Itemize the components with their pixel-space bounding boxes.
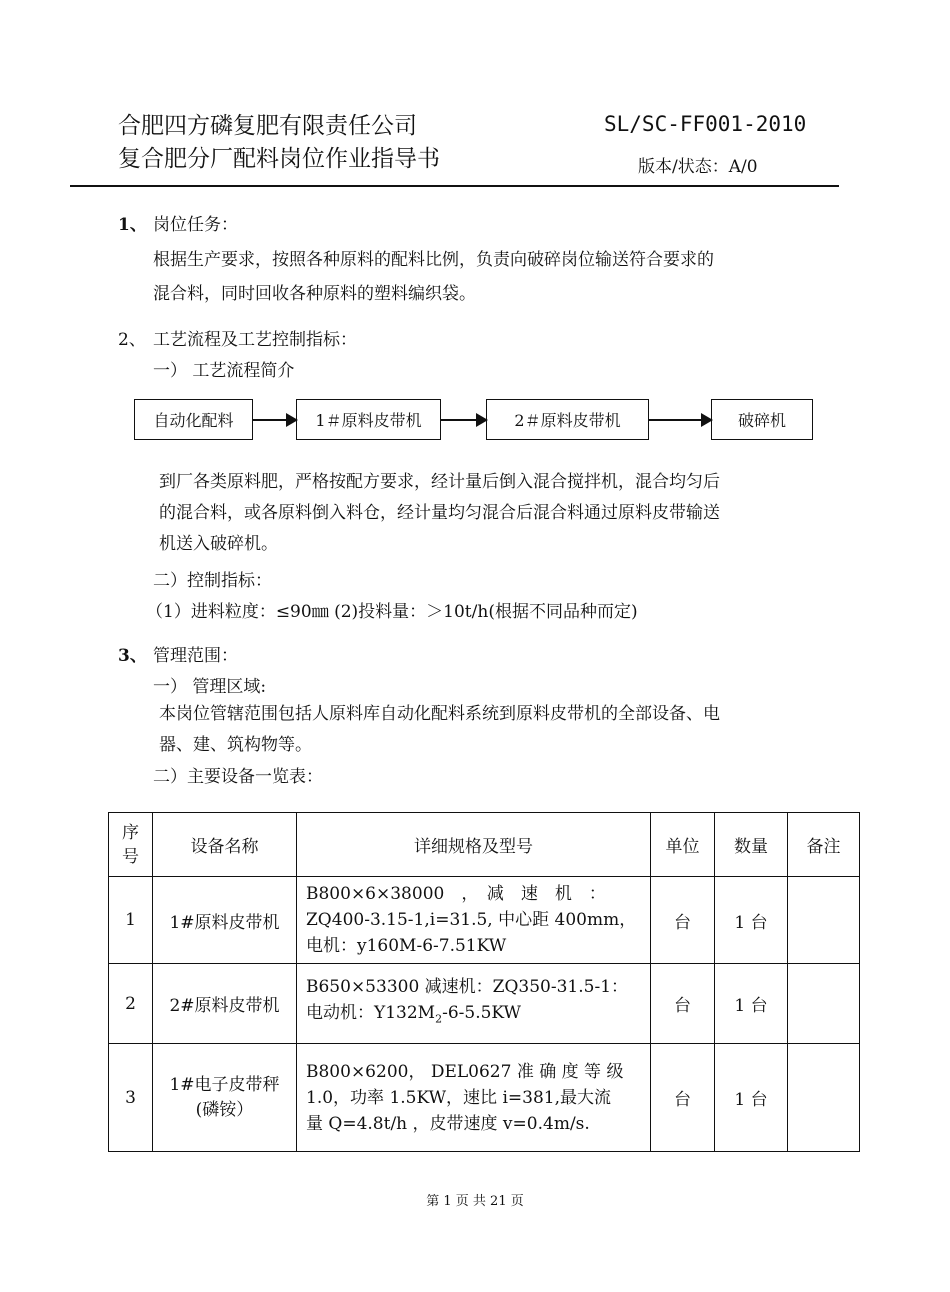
- table-row: [109, 1044, 860, 1152]
- document-code: SL/SC-FF001-2010: [604, 112, 807, 136]
- document-title: 复合肥分厂配料岗位作业指导书: [118, 146, 440, 172]
- flow-box-belt-1: 1＃原料皮带机: [296, 399, 441, 440]
- table-row: [109, 964, 860, 1044]
- row-note: [788, 964, 860, 1044]
- header-divider: [70, 185, 839, 187]
- section-1-line: 混合料，同时回收各种原料的塑料编织袋。: [153, 284, 476, 304]
- version-status: 版本/状态：A/0: [638, 157, 758, 177]
- table-row: [109, 877, 860, 964]
- document-header: [118, 110, 440, 176]
- management-area-body: [159, 699, 720, 761]
- row-name: 1#原料皮带机: [153, 877, 297, 964]
- page-number-footer: 第 1 页 共 21 页: [426, 1194, 524, 1209]
- row-unit: 台: [651, 1044, 715, 1152]
- process-line: 的混合料，或各原料倒入料仓，经计量均匀混合后混合料通过原料皮带输送: [159, 503, 720, 523]
- row-unit: 台: [651, 964, 715, 1044]
- section-3-title: 管理范围：: [153, 646, 238, 666]
- row-seq: 1: [109, 877, 153, 964]
- row-spec: B800×6×38000 ， 减 速 机 ： ZQ400-3.15-1,i=31.5, 中心距 400mm， 电机：y160M-6-7.51KW: [297, 877, 651, 964]
- col-header-name: 设备名称: [153, 813, 297, 877]
- process-description: [159, 467, 720, 560]
- flow-arrow: [253, 419, 296, 421]
- row-unit: 台: [651, 877, 715, 964]
- process-line: 到厂各类原料肥，严格按配方要求，经计量后倒入混合搅拌机，混合均匀后: [159, 472, 720, 492]
- col-header-qty: 数量: [715, 813, 788, 877]
- process-intro-heading: 一） 工艺流程简介: [153, 361, 295, 381]
- col-header-note: 备注: [788, 813, 860, 877]
- row-qty: 1 台: [715, 877, 788, 964]
- flow-arrow: [649, 419, 711, 421]
- flow-arrow: [441, 419, 486, 421]
- row-spec: B800×6200， DEL0627 准 确 度 等 级 1.0，功率 1.5KW，速比 i=381,最大流 量 Q=4.8t/h ，皮带速度 v=0.4m/s.: [297, 1044, 651, 1152]
- row-name: 1#电子皮带秤 (磷铵）: [153, 1044, 297, 1152]
- management-area-heading: 一） 管理区域:: [153, 677, 267, 697]
- row-name: 2#原料皮带机: [153, 964, 297, 1044]
- equipment-table: [108, 812, 860, 1152]
- row-qty: 1 台: [715, 964, 788, 1044]
- row-seq: 2: [109, 964, 153, 1044]
- management-area-line: 器、建、筑构物等。: [159, 735, 312, 755]
- row-note: [788, 877, 860, 964]
- section-1-number: 1、: [118, 215, 147, 235]
- table-header-row: [109, 813, 860, 877]
- section-1-body: [153, 243, 714, 311]
- control-index-values: （1）进料粒度：≤90㎜ (2)投料量：＞10t/h(根据不同品种而定): [146, 602, 638, 622]
- col-header-spec: 详细规格及型号: [297, 813, 651, 877]
- flow-box-auto-batching: 自动化配料: [134, 399, 253, 440]
- row-note: [788, 1044, 860, 1152]
- equipment-list-heading: 二）主要设备一览表：: [153, 767, 323, 787]
- section-3-number: 3、: [118, 646, 147, 666]
- company-name: 合肥四方磷复肥有限责任公司: [118, 113, 417, 139]
- process-line: 机送入破碎机。: [159, 534, 278, 554]
- section-2-title: 工艺流程及工艺控制指标：: [153, 330, 357, 350]
- control-index-heading: 二）控制指标：: [153, 571, 272, 591]
- flow-box-crusher: 破碎机: [711, 399, 813, 440]
- col-header-seq: 序 号: [109, 813, 153, 877]
- section-1-line: 根据生产要求，按照各种原料的配料比例，负责向破碎岗位输送符合要求的: [153, 250, 714, 270]
- management-area-line: 本岗位管辖范围包括人原料库自动化配料系统到原料皮带机的全部设备、电: [159, 704, 720, 724]
- row-seq: 3: [109, 1044, 153, 1152]
- row-qty: 1 台: [715, 1044, 788, 1152]
- col-header-unit: 单位: [651, 813, 715, 877]
- flow-box-belt-2: 2＃原料皮带机: [486, 399, 649, 440]
- section-1-title: 岗位任务：: [153, 215, 238, 235]
- row-spec: B650×53300 减速机：ZQ350-31.5-1： 电动机：$Y132M_2-6-5.5KW$: [297, 964, 651, 1044]
- section-2-number: 2、: [118, 330, 146, 350]
